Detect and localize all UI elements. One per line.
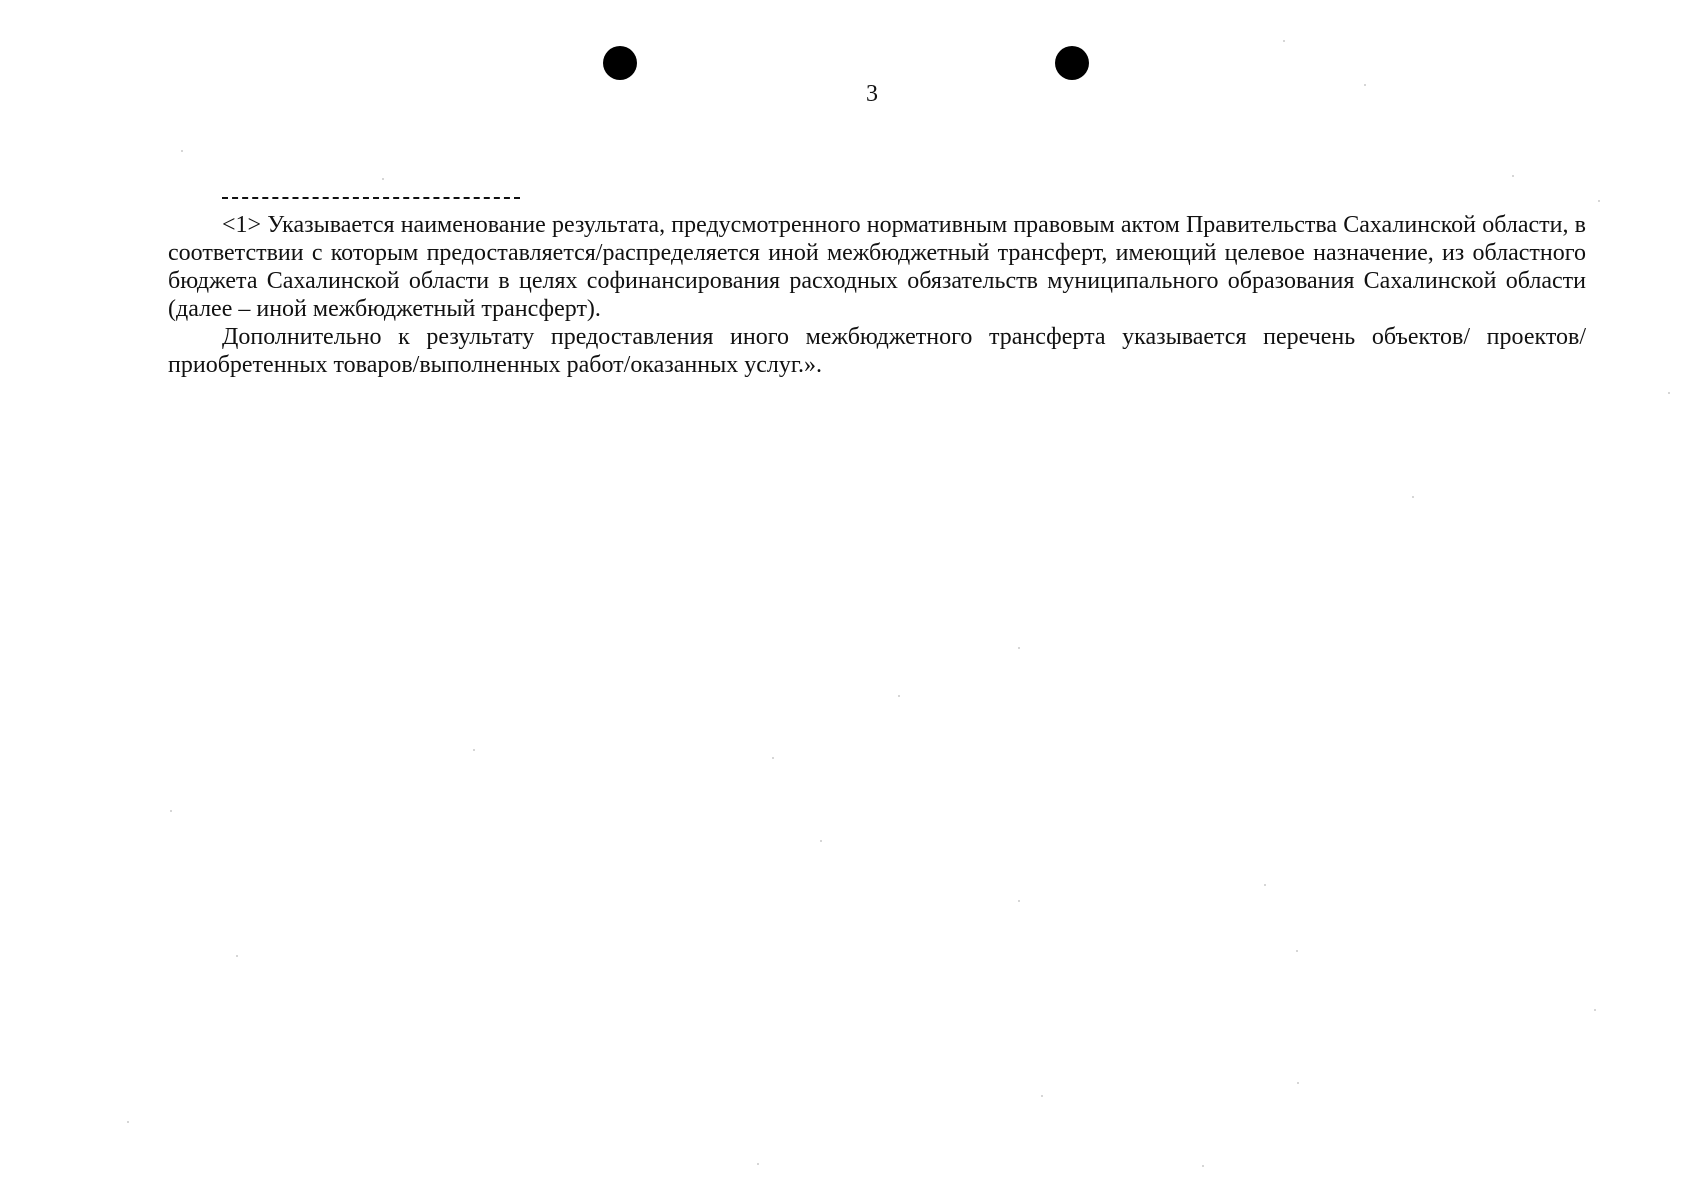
punch-hole-icon [603,46,637,80]
scan-speck [127,1121,129,1123]
footnote-block [168,211,1586,379]
scan-speck [1296,950,1298,952]
scan-speck [170,810,172,812]
scan-speck [757,1163,759,1165]
scan-speck [1297,1082,1299,1084]
scan-speck [1594,1009,1596,1011]
footnote-paragraph-2: Дополнительно к результату предоставления иного межбюджетного трансферта указывается перечень объектов/ проектов/приобретенных товаров/выполненных работ/оказанных услуг.». [168,324,1586,378]
scan-speck [772,757,774,759]
footnote-separator [222,197,520,199]
scan-speck [1041,1095,1043,1097]
footnote-paragraph-1: <1> Указывается наименование результата, предусмотренного нормативным правовым актом Правительства Сахалинской области, в соответствии с которым предоставляется/распределяется иной межбюджетный трансферт, имеющий целевое назначение, из областного бюджета Сахалинской области в целях софинансирования расходных обязательств муниципального образования Сахалинской области (далее – иной межбюджетный трансферт). [168,212,1586,322]
scan-speck [1598,200,1600,202]
scan-speck [898,695,900,697]
scan-speck [382,178,384,180]
scan-speck [1668,392,1670,394]
scan-speck [1512,175,1514,177]
punch-hole-icon [1055,46,1089,80]
scan-speck [1264,884,1266,886]
scan-speck [1412,496,1414,498]
scan-speck [1364,84,1366,86]
page-number: 3 [866,81,878,107]
scan-speck [1283,40,1285,42]
scan-speck [820,840,822,842]
scan-speck [1018,900,1020,902]
scan-speck [1202,1165,1204,1167]
scan-speck [473,749,475,751]
scan-speck [1018,647,1020,649]
scan-speck [236,955,238,957]
scan-speck [181,150,183,152]
